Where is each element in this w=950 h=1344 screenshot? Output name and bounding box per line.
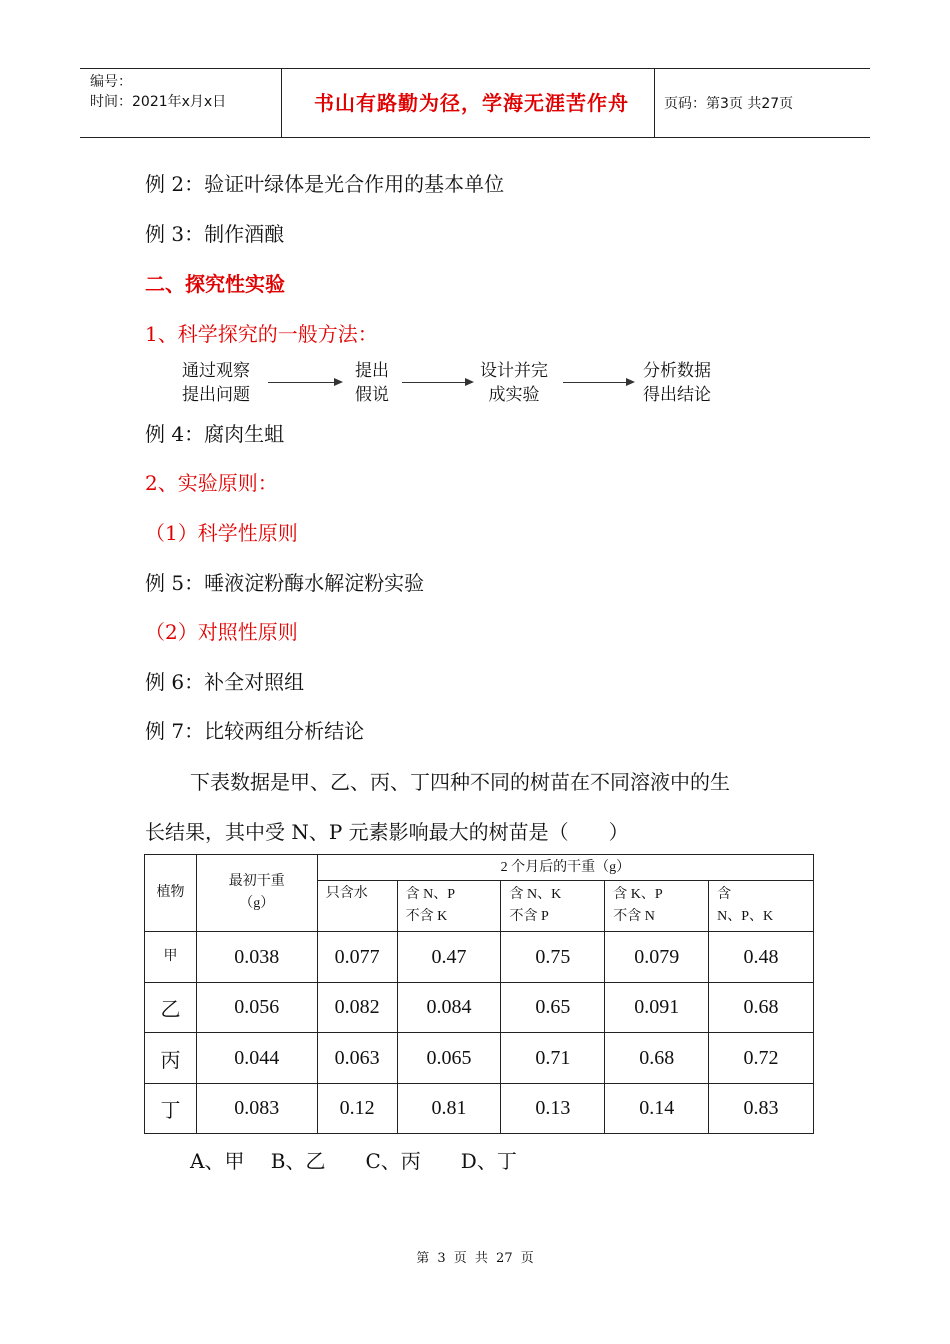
row-value: 0.063 [317, 1033, 397, 1084]
example-4: 例 4：腐肉生蛆 [145, 422, 285, 446]
page-header [80, 68, 870, 138]
row-plant: 丁 [145, 1084, 197, 1134]
row-plant: 甲 [145, 932, 197, 983]
row-initial: 0.038 [196, 932, 317, 983]
row-value: 0.65 [501, 983, 605, 1033]
row-initial: 0.056 [196, 983, 317, 1033]
flow-step-2: 提出 假说 [355, 361, 389, 405]
row-value: 0.83 [709, 1084, 814, 1134]
row-value: 0.68 [709, 983, 814, 1033]
row-value: 0.13 [501, 1084, 605, 1134]
row-value: 0.68 [605, 1033, 709, 1084]
question-line-1: 下表数据是甲、乙、丙、丁四种不同的树苗在不同溶液中的生 [190, 770, 730, 794]
subheading-method: 1、科学探究的一般方法： [145, 322, 378, 346]
row-value: 0.084 [397, 983, 501, 1033]
principle-2: （2）对照性原则 [145, 620, 298, 644]
table-row [145, 1084, 814, 1134]
row-value: 0.72 [709, 1033, 814, 1084]
row-initial: 0.083 [196, 1084, 317, 1134]
flow-arrow [563, 382, 633, 383]
subheading-principles: 2、实验原则： [145, 471, 278, 495]
row-value: 0.082 [317, 983, 397, 1033]
table-row [145, 932, 814, 983]
table-row [145, 1033, 814, 1084]
example-6: 例 6：补全对照组 [145, 670, 305, 694]
row-plant: 丙 [145, 1033, 197, 1084]
header-motto: 书山有路勤为径，学海无涯苦作舟 [314, 91, 629, 115]
header-number-label: 编号： [90, 74, 132, 90]
header-col-water: 只含水 [317, 881, 397, 932]
header-col-nk: 含 N、K 不含 P [501, 881, 605, 932]
question-line-2: 长结果，其中受 N、P 元素影响最大的树苗是（ ） [145, 820, 629, 844]
flow-arrow [268, 382, 341, 383]
header-after-2-months: 2 个月后的干重（g） [317, 855, 813, 881]
row-value: 0.14 [605, 1084, 709, 1134]
table-header-row [145, 855, 814, 881]
section-heading-2: 二、探究性实验 [145, 272, 285, 296]
row-value: 0.065 [397, 1033, 501, 1084]
flow-step-3: 设计并完 成实验 [480, 361, 548, 405]
row-initial: 0.044 [196, 1033, 317, 1084]
row-value: 0.47 [397, 932, 501, 983]
example-3: 例 3：制作酒酿 [145, 222, 285, 246]
principle-1: （1）科学性原则 [145, 521, 298, 545]
row-value: 0.091 [605, 983, 709, 1033]
header-divider [281, 69, 282, 137]
header-col-kp: 含 K、P 不含 N [605, 881, 709, 932]
answer-options: A、甲 B、乙 C、丙 D、丁 [190, 1149, 517, 1173]
header-time-label: 时间：2021年x月x日 [90, 94, 227, 110]
row-value: 0.81 [397, 1084, 501, 1134]
table-row [145, 983, 814, 1033]
header-page-label: 页码：第3页 共27页 [664, 96, 794, 112]
header-meta [90, 72, 226, 112]
header-col-np: 含 N、P 不含 K [397, 881, 501, 932]
header-initial-weight: 最初干重 （g） [196, 855, 317, 932]
flow-step-1: 通过观察 提出问题 [182, 361, 250, 405]
example-2: 例 2：验证叶绿体是光合作用的基本单位 [145, 172, 505, 196]
growth-data-table [144, 854, 814, 1134]
row-value: 0.75 [501, 932, 605, 983]
header-col-npk: 含 N、P、K [709, 881, 814, 932]
header-plant: 植物 [145, 855, 197, 932]
row-value: 0.48 [709, 932, 814, 983]
row-plant: 乙 [145, 983, 197, 1033]
row-value: 0.079 [605, 932, 709, 983]
row-value: 0.077 [317, 932, 397, 983]
row-value: 0.12 [317, 1084, 397, 1134]
row-value: 0.71 [501, 1033, 605, 1084]
flow-arrow [402, 382, 472, 383]
flow-step-4: 分析数据 得出结论 [643, 361, 711, 405]
example-5: 例 5：唾液淀粉酶水解淀粉实验 [145, 571, 425, 595]
example-7: 例 7：比较两组分析结论 [145, 719, 365, 743]
page-footer: 第 3 页 共 27 页 [416, 1251, 534, 1266]
